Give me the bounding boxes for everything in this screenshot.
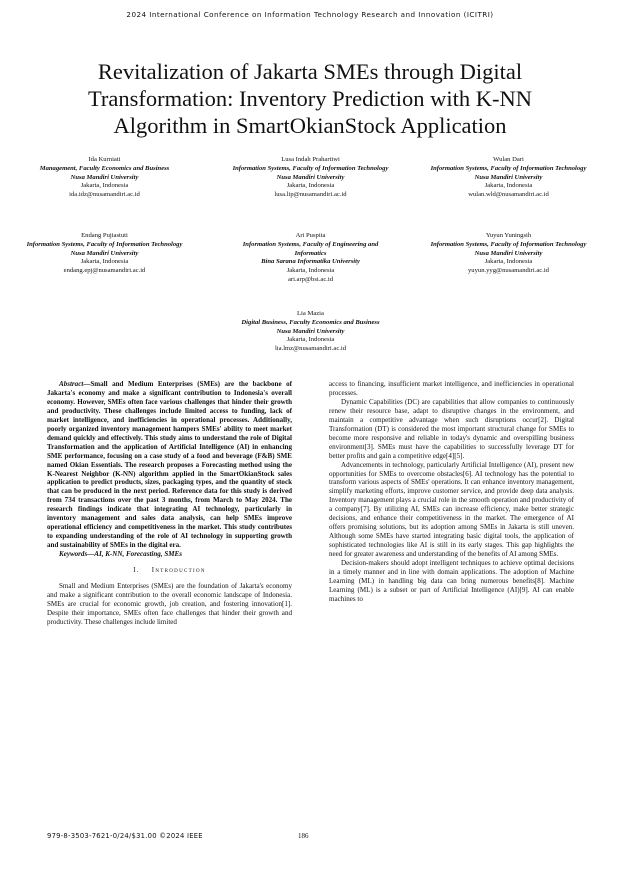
author-block: [228, 232, 393, 285]
keywords-paragraph: Keywords—AI, K-NN, Forecasting, SMEs: [59, 550, 182, 559]
author-location: Jakarta, Indonesia: [286, 336, 335, 344]
abstract-label: Abstract: [59, 380, 84, 388]
section-heading: [47, 567, 292, 576]
right-column: [329, 380, 574, 604]
author-email: endang.epj@nusamandiri.ac.id: [63, 267, 146, 275]
conference-header: 2024 International Conference on Information Technology Research and Innovation (ICITRI): [126, 10, 494, 19]
author-affiliation: Information Systems, Faculty of Information Technology: [430, 240, 587, 248]
author-location: Jakarta, Indonesia: [286, 182, 335, 190]
author-name: Wulan Dari: [493, 156, 524, 163]
abstract-text: Small and Medium Enterprises (SMEs) are the backbone of Jakarta's economy and make a significant contribution to Indonesia's overall economy. However, SMEs often face various challenges that hinder their growth and productivity. These challenges include limited access to funding, lack of market intelligence, and inefficiencies in operational processes. Additionally, poorly organized inventory management hampers SMEs' ability to meet market demand quickly and effectively. This study aims to understand the role of Digital Transformation and the application of Artificial Intelligence (AI) in enhancing SME performance, focusing on a case study of a food and beverage (F&B) SME named Okian Essentials. The research proposes a Forecasting method using the K-Nearest Neighbor (K-NN) algorithm applied in the SmartOkianStock sales application to predict products, sizes, packaging types, and the quantity of stock that can be produced in the next period. Reference data for this study is derived from 734 transactions over the past 3 months, from March to May 2024. The research findings indicate that integrating AI technology, particularly in inventory management and sales data analysis, can help SMEs improve operational efficiency and competitiveness in the market. This study contributes to expanding understanding of the role of AI technology in supporting growth and sustainability of SMEs in the digital era.: [47, 380, 292, 550]
body-paragraph: Decision-makers should adopt intelligent techniques to achieve optimal decisions in a timely manner and in line with domain applications. The adoption of Machine Learning (ML) in handling big data can bring numerous benefits[8]. Machine Learning (ML) is a subset or part of Artificial Intelligence (AI)[9]. AI can enable machines to: [329, 559, 574, 603]
body-paragraph: Dynamic Capabilities (DC) are capabilities that allow companies to continuously renew their resource base, adapt to disruptive changes in the environment, and maintain a competitive advantage when such disruptions occur[2]. Digital Transformation (DT) is considered the most important structural change for SMEs to become more responsive and reliable in today's dynamic and overspilling business environment[3]. SMEs must have the capabilities to successfully leverage DT for better profits and gain a competitive edge[4][5].: [329, 397, 574, 460]
author-institution: Nusa Mandiri University: [70, 249, 139, 257]
author-email: lia.lmz@nusamandiri.ac.id: [274, 345, 347, 353]
left-column: [47, 380, 292, 627]
author-institution: Nusa Mandiri University: [474, 173, 543, 181]
author-name: Yuyun Yuningsih: [485, 232, 532, 239]
author-affiliation: Information Systems, Faculty of Engineering and Informatics: [242, 240, 379, 257]
author-name: Ari Puspita: [295, 232, 326, 239]
author-block: [22, 156, 187, 200]
author-location: Jakarta, Indonesia: [286, 267, 335, 275]
author-affiliation: Information Systems, Faculty of Information Technology: [430, 164, 587, 172]
author-affiliation: Information Systems, Faculty of Information Technology: [232, 164, 389, 172]
author-affiliation: Digital Business, Faculty Economics and Business: [241, 318, 380, 326]
author-block: [22, 232, 187, 276]
page-number: 186: [298, 832, 309, 840]
body-paragraph: access to financing, insufficient market intelligence, and inefficiencies in operational processes.: [329, 380, 574, 397]
author-institution: Nusa Mandiri University: [474, 249, 543, 257]
abstract-paragraph: Abstract—Small and Medium Enterprises (SMEs) are the backbone of Jakarta's economy and make a significant contribution to Indonesia's overall economy. However, SMEs often face various challenges that hinder their growth and productivity. These challenges include limited access to funding, lack of market intelligence, and inefficiencies in operational processes. Additionally, poorly organized inventory management hampers SMEs' ability to meet market demand quickly and effectively. This study aims to understand the role of Digital Transformation and the application of Artificial Intelligence (AI) in enhancing SME performance, focusing on a case study of a food and beverage (F&B) SME named Okian Essentials. The research proposes a Forecasting method using the K-Nearest Neighbor (K-NN) algorithm applied in the SmartOkianStock sales application to predict products, sizes, packaging types, and the quantity of stock that can be produced in the next period. Reference data for this study is derived from 734 transactions over the past 3 months, from March to May 2024. The research findings indicate that integrating AI technology, particularly in inventory management and sales data analysis, can help SMEs improve operational efficiency and competitiveness in the market. This study contributes to expanding understanding of the role of AI technology in supporting growth and sustainability of SMEs in the digital era.: [47, 380, 292, 550]
author-block: [426, 232, 591, 276]
author-institution: Nusa Mandiri University: [276, 173, 345, 181]
author-affiliation: Management, Faculty Economics and Business: [39, 164, 170, 172]
section-title: Introduction: [151, 567, 206, 575]
author-location: Jakarta, Indonesia: [484, 182, 533, 190]
author-location: Jakarta, Indonesia: [80, 182, 129, 190]
author-name: Lusa Indah Prahartiwi: [281, 156, 340, 163]
author-email: yuyun.yyg@nusamandiri.ac.id: [468, 267, 549, 275]
body-paragraph: Advancements in technology, particularly Artificial Intelligence (AI), present new opportunities for SMEs to overcome obstacles[6]. AI technology has the potential to transform various aspects of SMEs' operations. It can enhance inventory management, simplify marketing efforts, improve customer service, and provide deep data analysis. Inventory management plays a crucial role in the smooth operation and productivity of a company[7]. By utilizing AI, SMEs can increase efficiency, make better strategic decisions, and enhance their competitiveness in the market. The emergence of AI offers promising solutions, but its adoption among SMEs in Jakarta is still uneven. Although some SMEs have started integrating basic digital tools, the application of sophisticated technologies like AI is still in its early stages. This gap highlights the need for greater awareness and understanding of the benefits of AI among SMEs.: [329, 460, 574, 559]
paper-title: Revitalization of Jakarta SMEs through Digital Transformation: Inventory Prediction with K-NN Algorithm in SmartOkianStock Application: [87, 59, 533, 138]
author-name: Endang Pujiastuti: [81, 232, 128, 239]
author-block: [426, 156, 591, 200]
author-email: ida.idz@nusamandiri.ac.id: [69, 191, 140, 199]
author-institution: Nusa Mandiri University: [70, 173, 139, 181]
author-institution: Nusa Mandiri University: [276, 327, 345, 335]
author-institution: Bina Sarana Informatika University: [261, 258, 360, 266]
author-location: Jakarta, Indonesia: [80, 258, 129, 266]
author-name: Lia Mazia: [297, 310, 324, 317]
author-email: lusa.lip@nusamandiri.ac.id: [274, 191, 347, 199]
author-block: [228, 156, 393, 200]
author-name: Ida Kurniati: [88, 156, 121, 163]
footer-isbn: 979-8-3503-7621-0/24/$31.00 ©2024 IEEE: [47, 832, 203, 840]
keywords-label: Keywords: [59, 550, 88, 559]
keywords-text: AI, K-NN, Forecasting, SMEs: [94, 550, 182, 559]
author-block: [228, 310, 393, 354]
author-affiliation: Information Systems, Faculty of Information Technology: [26, 240, 183, 248]
author-email: ari.arp@bsi.ac.id: [287, 275, 334, 283]
body-paragraph: Small and Medium Enterprises (SMEs) are the foundation of Jakarta's economy and make a significant contribution to the overall economic landscape of Indonesia. SMEs are crucial for economic growth, job creation, and fostering innovation[1]. Despite their importance, SMEs often face challenges that hinder their growth and productivity. These challenges include limited: [47, 582, 292, 626]
author-location: Jakarta, Indonesia: [484, 258, 533, 266]
section-number: I.: [133, 567, 140, 575]
author-email: wulan.wld@nusamandiri.ac.id: [468, 191, 549, 199]
